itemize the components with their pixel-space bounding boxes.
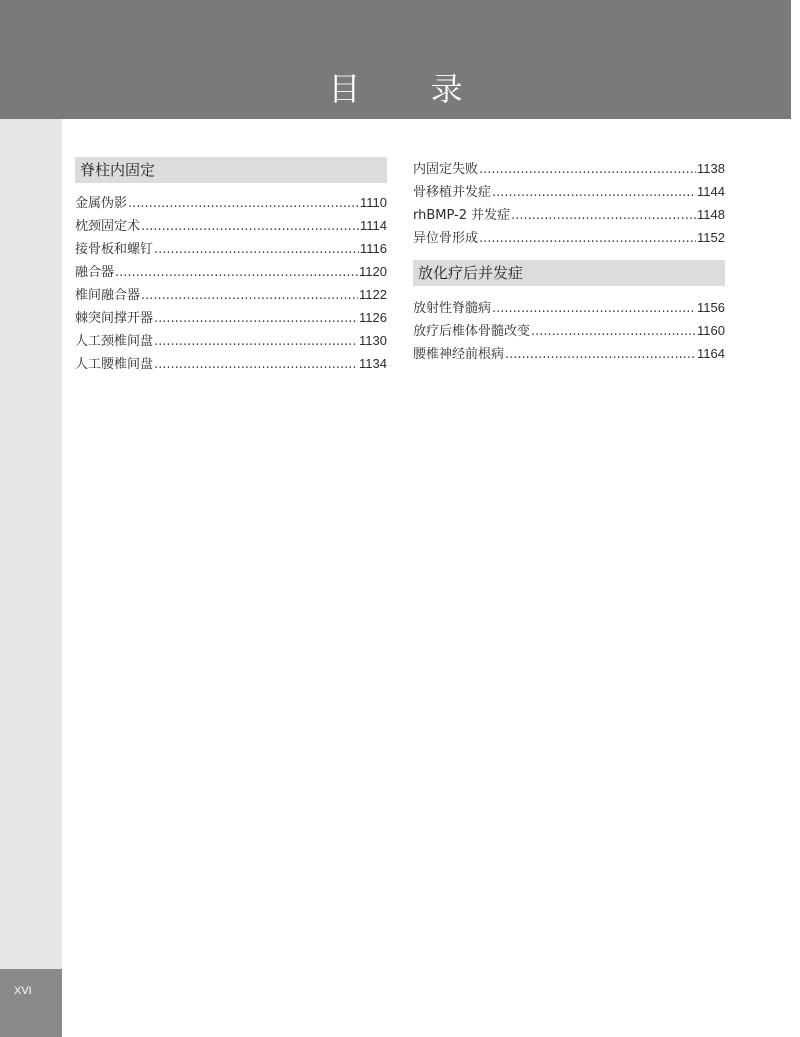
toc-dot-leader [141,284,358,307]
toc-entry-page: 1148 [697,207,725,222]
toc-entries-right-bottom [413,296,725,365]
toc-entry-title: 融合器 [75,265,115,280]
toc-entry-page: 1122 [359,287,387,302]
toc-dot-leader [115,261,358,284]
toc-entry-title: 枕颈固定术 [75,219,141,234]
toc-dot-leader [492,297,696,320]
toc-entry-page: 1114 [360,218,387,233]
toc-entry-title: 接骨板和螺钉 [75,242,154,257]
toc-dot-leader [128,192,359,215]
toc-entry[interactable] [75,352,387,375]
side-footer [0,969,62,1037]
toc-entry-title: 棘突间撑开器 [75,311,154,326]
page-title: 目 录 [328,70,493,108]
toc-entry[interactable] [75,191,387,214]
toc-entry-page: 1116 [360,241,387,256]
toc-entry[interactable] [75,214,387,237]
toc-entry[interactable] [75,237,387,260]
toc-entry[interactable] [413,342,725,365]
toc-entry[interactable] [413,296,725,319]
toc-entry-title: 金属伪影 [75,196,128,211]
toc-entry[interactable] [75,260,387,283]
toc-dot-leader [141,215,359,238]
toc-entry-page: 1134 [359,356,387,371]
toc-dot-leader [154,353,358,376]
toc-entry[interactable] [413,319,725,342]
toc-entry-page: 1110 [360,195,387,210]
toc-dot-leader [479,227,696,250]
toc-entry[interactable] [413,203,725,226]
section-header-radiochemo-complications: 放化疗后并发症 [413,260,725,286]
toc-entry-page: 1126 [359,310,387,325]
toc-dot-leader [511,204,696,227]
toc-entries-left [75,191,387,375]
toc-entry-page: 1160 [697,323,725,338]
toc-dot-leader [531,320,696,343]
toc-entry[interactable] [75,329,387,352]
toc-entry[interactable] [75,306,387,329]
toc-entry[interactable] [75,283,387,306]
toc-entry-title: 腰椎神经前根病 [413,347,505,362]
toc-entry-page: 1144 [697,184,725,199]
toc-entry-title: 内固定失败 [413,162,479,177]
side-strip [0,119,62,969]
toc-entry-title: 异位骨形成 [413,231,479,246]
toc-entry[interactable] [413,226,725,249]
toc-entry-page: 1156 [697,300,725,315]
toc-entry-page: 1164 [697,346,725,361]
toc-entry-title: rhBMP-2 并发症 [413,208,511,223]
toc-dot-leader [492,181,696,204]
toc-entry-title: 放疗后椎体骨髓改变 [413,324,531,339]
toc-entry-page: 1120 [359,264,387,279]
toc-entry-title: 骨移植并发症 [413,185,492,200]
section-header-spinal-fixation: 脊柱内固定 [75,157,387,183]
toc-entry-title: 放射性脊髓病 [413,301,492,316]
toc-dot-leader [154,307,358,330]
toc-entry-page: 1152 [697,230,725,245]
page-number: XVI [14,985,32,997]
toc-right-column [413,157,725,365]
toc-dot-leader [154,330,358,353]
toc-entries-right-top [413,157,725,249]
toc-dot-leader [505,343,696,366]
toc-left-column [75,157,387,375]
toc-entry-title: 椎间融合器 [75,288,141,303]
toc-entry-title: 人工颈椎间盘 [75,334,154,349]
toc-dot-leader [154,238,359,261]
toc-entry-page: 1138 [697,161,725,176]
toc-entry-title: 人工腰椎间盘 [75,357,154,372]
toc-dot-leader [479,158,696,181]
toc-entry[interactable] [413,157,725,180]
toc-entry-page: 1130 [359,333,387,348]
toc-entry[interactable] [413,180,725,203]
